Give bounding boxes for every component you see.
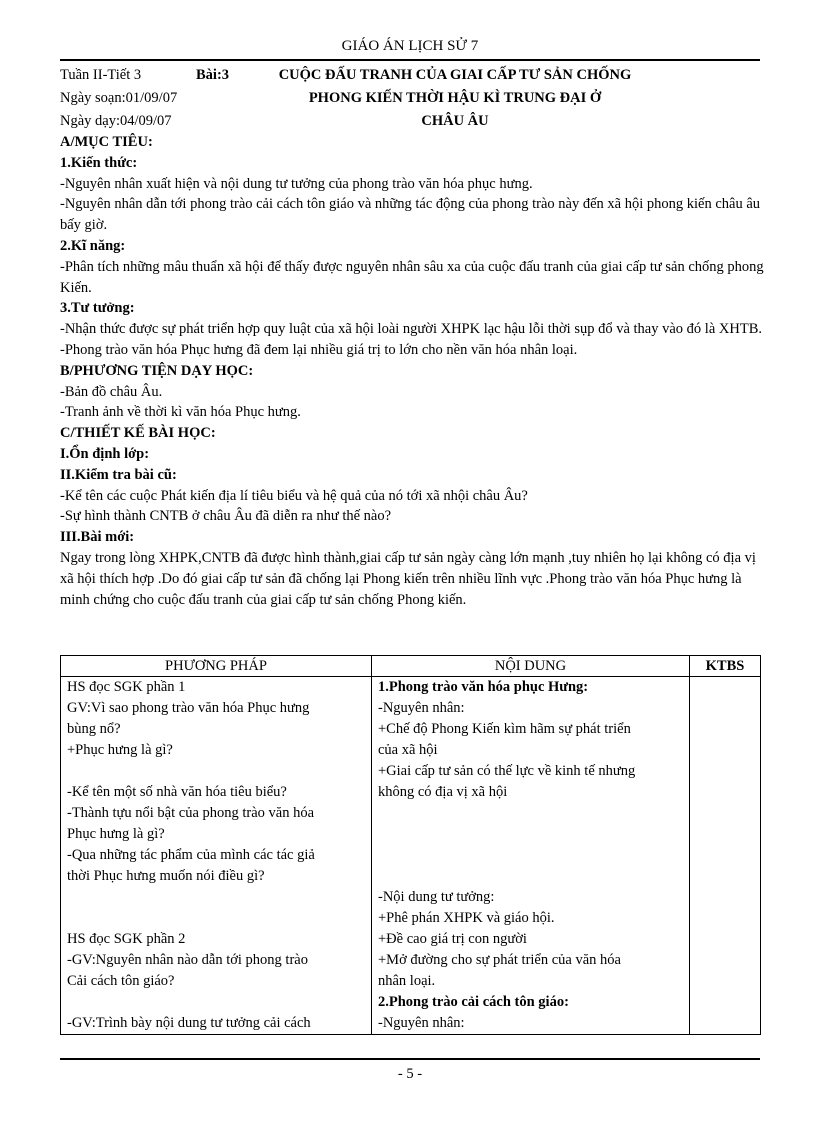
objectives-heading: A/MỤC TIÊU: xyxy=(60,134,153,150)
content-line: +Mở đường cho sự phát triển của văn hóa xyxy=(378,952,621,968)
thought-heading: 3.Tư tưởng: xyxy=(60,300,135,317)
content-line: của xã hội xyxy=(378,742,438,758)
lesson-number: Bài:3 xyxy=(196,67,230,83)
content-line: +Giai cấp tư sản có thế lực về kinh tế nhưng xyxy=(378,763,636,779)
method-line: Phục hưng là gì? xyxy=(67,826,165,842)
design-heading: C/THIẾT KẾ BÀI HỌC: xyxy=(60,425,216,442)
method-line: thời Phục hưng muốn nói điều gì? xyxy=(67,868,265,884)
method-line: +Phục hưng là gì? xyxy=(67,742,173,758)
method-line xyxy=(67,887,365,908)
content-line: -Nguyên nhân: xyxy=(378,700,465,716)
method-column-header: PHƯƠNG PHÁP xyxy=(61,656,372,677)
header-rule xyxy=(60,59,760,61)
ktbs-column-header: KTBS xyxy=(690,656,761,677)
content-line: +Chế độ Phong Kiến kìm hãm sự phát triển xyxy=(378,721,631,737)
ktbs-cell xyxy=(690,677,761,1035)
table-row xyxy=(61,677,761,1035)
teach-date: Ngày dạy:04/09/07 xyxy=(60,113,172,129)
method-line: -GV:Nguyên nhân nào dẫn tới phong trào xyxy=(67,952,308,968)
lesson-title-line: CHÂU ÂU xyxy=(421,113,489,129)
method-line xyxy=(67,908,365,929)
method-line: HS đọc SGK phần 2 xyxy=(67,931,186,947)
content-line: +Đề cao giá trị con người xyxy=(378,931,527,947)
content-column-header: NỘI DUNG xyxy=(372,656,690,677)
lesson-title xyxy=(240,64,670,133)
method-cell xyxy=(61,677,372,1035)
method-line: -Thành tựu nổi bật của phong trào văn hóa xyxy=(67,805,315,821)
content-line: -Nội dung tư tưởng: xyxy=(378,889,495,905)
content-line: nhân loại. xyxy=(378,973,436,989)
content-line: không có địa vị xã hội xyxy=(378,784,508,800)
content-line: -Nguyên nhân: xyxy=(378,1015,465,1031)
lesson-plan-table xyxy=(60,655,761,1035)
page-number: - 5 - xyxy=(397,1066,423,1082)
week-label: Tuần II-Tiết 3 xyxy=(60,67,142,83)
method-line: bùng nổ? xyxy=(67,721,121,737)
skills-item: -Phân tích những mâu thuẩn xã hội để thấy được nguyên nhân sâu xa của cuộc đấu tranh của giai cấp tư sản chống phong Kiến. xyxy=(60,258,764,296)
method-line: HS đọc SGK phần 1 xyxy=(67,679,186,695)
method-line xyxy=(67,761,365,782)
check-question: -Kể tên các cuộc Phát kiến địa lí tiêu biểu và hệ quả của nó tới xã nhội châu Âu? xyxy=(60,487,528,504)
method-line: -Kể tên một số nhà văn hóa tiêu biểu? xyxy=(67,784,287,800)
lesson-body xyxy=(60,132,766,610)
prep-date: Ngày soạn:01/09/07 xyxy=(60,90,178,106)
method-line: -GV:Trình bày nội dung tư tưởng cải cách xyxy=(67,1015,311,1031)
new-lesson-heading: III.Bài mới: xyxy=(60,529,135,546)
content-line xyxy=(378,824,683,845)
means-item: -Bản đồ châu Âu. xyxy=(60,383,163,400)
thought-item: -Nhận thức được sự phát triển hợp quy luật của xã hội loài người XHPK lạc hậu lỗi thời sụp đổ và thay vào đó là XHTB. xyxy=(60,321,762,338)
content-line: +Phê phán XHPK và giáo hội. xyxy=(378,910,555,926)
lesson-title-line: PHONG KIẾN THỜI HẬU KÌ TRUNG ĐẠI Ở xyxy=(308,90,602,106)
content-cell xyxy=(372,677,690,1035)
knowledge-item: -Nguyên nhân xuất hiện và nội dung tư tưởng của phong trào văn hóa phục hưng. xyxy=(60,175,533,192)
content-line: 1.Phong trào văn hóa phục Hưng: xyxy=(378,679,589,695)
content-line xyxy=(378,803,683,824)
content-line xyxy=(378,866,683,887)
lesson-meta xyxy=(60,64,260,133)
content-line xyxy=(378,845,683,866)
lesson-title-line: CUỘC ĐẤU TRANH CỦA GIAI CẤP TƯ SẢN CHỐNG xyxy=(278,67,632,83)
stabilize-heading: I.Ổn định lớp: xyxy=(60,445,150,462)
means-item: -Tranh ảnh về thời kì văn hóa Phục hưng. xyxy=(60,404,301,421)
method-line: GV:Vì sao phong trào văn hóa Phục hưng xyxy=(67,700,310,716)
means-heading: B/PHƯƠNG TIỆN DẠY HỌC: xyxy=(60,362,254,379)
knowledge-heading: 1.Kiến thức: xyxy=(60,154,138,171)
check-heading: II.Kiểm tra bài cũ: xyxy=(60,466,177,483)
table-header-row xyxy=(61,656,761,677)
footer-rule xyxy=(60,1058,760,1060)
thought-item: -Phong trào văn hóa Phục hưng đã đem lại nhiều giá trị to lớn cho nền văn hóa nhân loại. xyxy=(60,341,578,358)
knowledge-item: -Nguyên nhân dẫn tới phong trào cải cách tôn giáo và những tác động của phong trào này đến xã hội phong kiến châu âu bấy giờ. xyxy=(60,196,761,234)
method-line xyxy=(67,992,365,1013)
lesson-intro: Ngay trong lòng XHPK,CNTB đã được hình thành,giai cấp tư sản ngày càng lớn mạnh ,tuy nhiên họ lại không có địa vị xã hội thích hợp .Do đó giai cấp tư sản đã chống lại Phong kiến trên nhiều lĩnh vực .Phong trào văn hóa Phục hưng là minh chứng cho cuộc đấu tranh của giai cấp tư sản chống Phong kiến. xyxy=(60,549,756,608)
check-question: -Sự hình thành CNTB ở châu Âu đã diễn ra như thế nào? xyxy=(60,508,392,525)
content-line: 2.Phong trào cải cách tôn giáo: xyxy=(378,994,569,1010)
page-header: GIÁO ÁN LỊCH SỬ 7 xyxy=(341,38,479,54)
method-line: -Qua những tác phẩm của mình các tác giả xyxy=(67,847,315,863)
method-line: Cải cách tôn giáo? xyxy=(67,973,175,989)
skills-heading: 2.Kĩ năng: xyxy=(60,237,126,254)
